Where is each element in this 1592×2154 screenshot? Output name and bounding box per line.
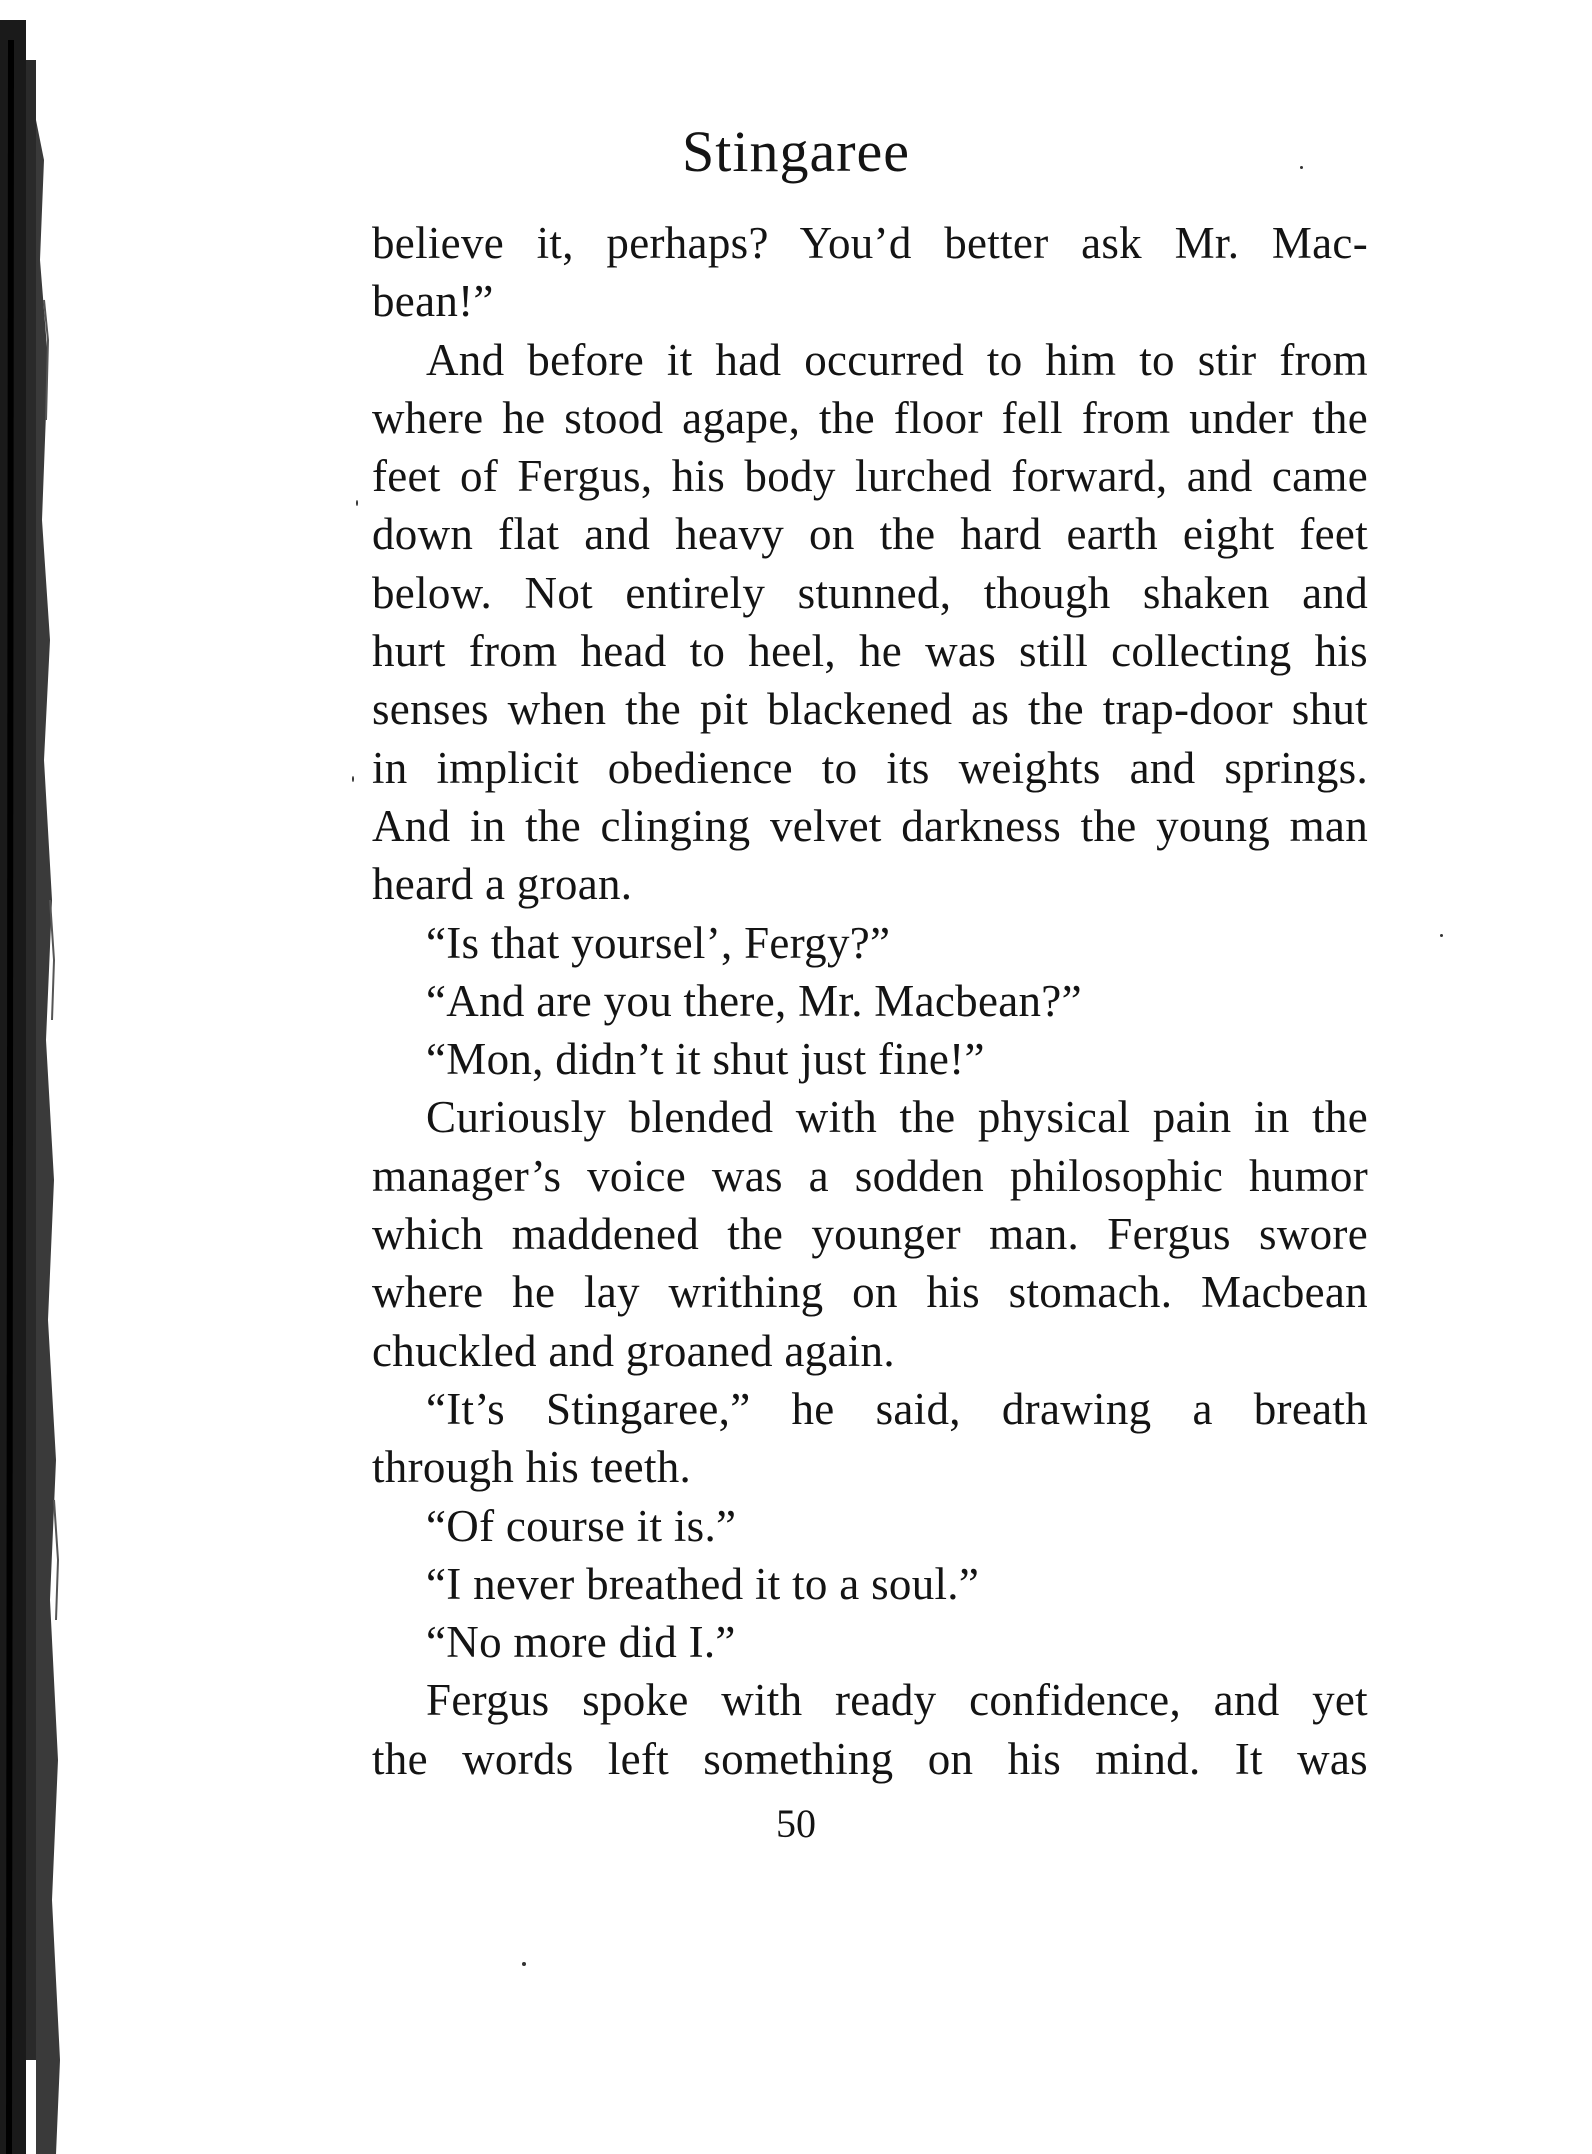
- text-line: And in the clinging velvet darkness the young man: [372, 800, 1368, 851]
- text-line: chuckled and groaned again.: [372, 1325, 895, 1376]
- body-text: [372, 214, 1368, 1788]
- text-line: Fergus spoke with ready confidence, and yet: [426, 1675, 1368, 1726]
- text-line: where he lay writhing on his stomach. Macbean: [372, 1267, 1368, 1318]
- text-line: where he stood agape, the floor fell from under the: [372, 392, 1368, 443]
- text-line: “And are you there, Mr. Macbean?”: [426, 975, 1082, 1026]
- text-line: feet of Fergus, his body lurched forward, and came: [372, 451, 1368, 502]
- text-line: Curiously blended with the physical pain in the: [426, 1092, 1368, 1143]
- scan-speck: [1440, 934, 1443, 937]
- scan-speck: [352, 776, 354, 782]
- text-line: hurt from head to heel, he was still collecting his: [372, 626, 1368, 677]
- text-line: through his teeth.: [372, 1442, 692, 1493]
- text-line: manager’s voice was a sodden philosophic humor: [372, 1150, 1368, 1201]
- text-line: which maddened the younger man. Fergus swore: [372, 1209, 1368, 1260]
- text-line: “No more did I.”: [426, 1617, 736, 1668]
- scan-speck: [1300, 166, 1303, 169]
- scan-speck: [356, 500, 358, 506]
- text-line: in implicit obedience to its weights and springs.: [372, 742, 1368, 793]
- text-line: “Is that yoursel’, Fergy?”: [426, 917, 891, 968]
- running-head: Stingaree: [681, 119, 911, 184]
- text-line: “Mon, didn’t it shut just fine!”: [426, 1034, 985, 1085]
- page-number: 50: [776, 1801, 816, 1846]
- text-line: the words left something on his mind. It was: [372, 1733, 1368, 1784]
- text-line: senses when the pit blackened as the trap-door shut: [372, 684, 1368, 735]
- text-line: And before it had occurred to him to stir from: [426, 334, 1368, 385]
- text-line: “I never breathed it to a soul.”: [426, 1558, 980, 1609]
- text-line: believe it, perhaps? You’d better ask Mr. Mac-: [372, 218, 1368, 268]
- scan-speck: [522, 1962, 526, 1966]
- text-line: bean!”: [372, 276, 494, 327]
- text-line: down flat and heavy on the hard earth eight feet: [372, 509, 1368, 560]
- text-line: below. Not entirely stunned, though shaken and: [372, 567, 1368, 618]
- text-line: “Of course it is.”: [426, 1500, 737, 1551]
- text-line: “It’s Stingaree,” he said, drawing a breath: [426, 1383, 1368, 1434]
- text-line: heard a groan.: [372, 859, 633, 910]
